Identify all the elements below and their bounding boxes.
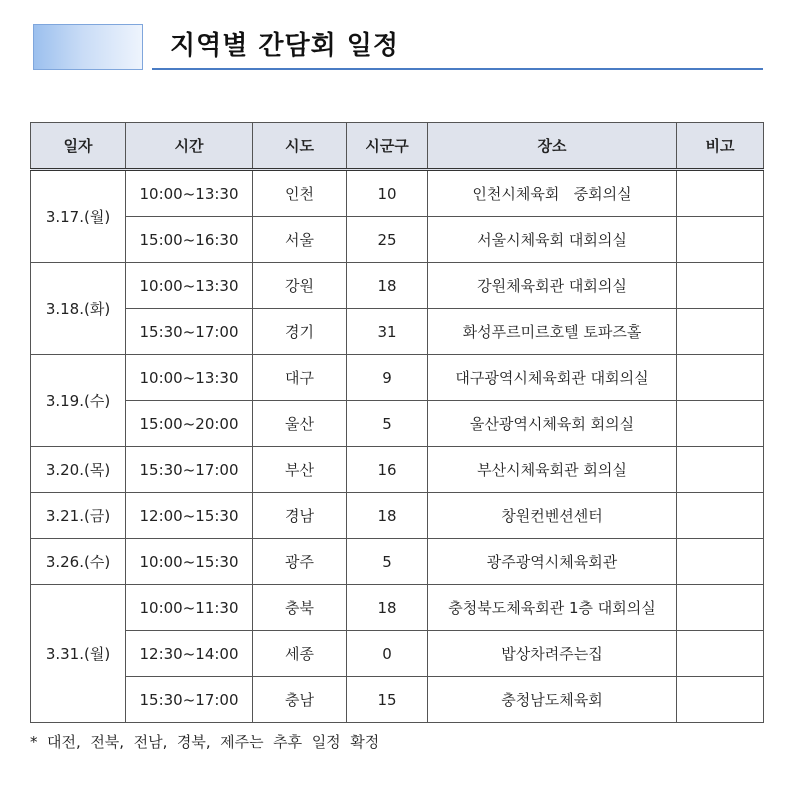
- table-row: [31, 493, 764, 539]
- date-cell: 3.17.(월): [31, 170, 126, 263]
- schedule-table: [30, 122, 764, 723]
- district-count-cell: 18: [347, 585, 428, 631]
- date-cell: 3.21.(금): [31, 493, 126, 539]
- date-cell: 3.20.(목): [31, 447, 126, 493]
- time-cell: 10:00~11:30: [126, 585, 253, 631]
- note-cell: [677, 263, 764, 309]
- venue-cell: 광주광역시체육회관: [428, 539, 677, 585]
- table-row: [31, 170, 764, 217]
- venue-cell: 강원체육회관 대회의실: [428, 263, 677, 309]
- header-district-count: 시군구: [347, 123, 428, 170]
- table-row: [31, 401, 764, 447]
- table-row: [31, 585, 764, 631]
- time-cell: 10:00~13:30: [126, 263, 253, 309]
- district-count-cell: 18: [347, 493, 428, 539]
- venue-cell: 울산광역시체육회 회의실: [428, 401, 677, 447]
- district-count-cell: 9: [347, 355, 428, 401]
- province-cell: 울산: [253, 401, 347, 447]
- time-cell: 15:30~17:00: [126, 677, 253, 723]
- venue-cell: 서울시체육회 대회의실: [428, 217, 677, 263]
- table-row: [31, 447, 764, 493]
- venue-cell: 밥상차려주는집: [428, 631, 677, 677]
- district-count-cell: 15: [347, 677, 428, 723]
- time-cell: 15:00~20:00: [126, 401, 253, 447]
- note-cell: [677, 585, 764, 631]
- note-cell: [677, 539, 764, 585]
- table-row: [31, 631, 764, 677]
- table-row: [31, 263, 764, 309]
- venue-cell: 충청남도체육회: [428, 677, 677, 723]
- time-cell: 10:00~13:30: [126, 355, 253, 401]
- note-cell: [677, 401, 764, 447]
- table-row: [31, 217, 764, 263]
- table-row: [31, 309, 764, 355]
- date-cell: 3.26.(수): [31, 539, 126, 585]
- header-province: 시도: [253, 123, 347, 170]
- province-cell: 경기: [253, 309, 347, 355]
- title-underline: [152, 68, 763, 70]
- page-title: 지역별 간담회 일정: [170, 31, 400, 61]
- district-count-cell: 0: [347, 631, 428, 677]
- district-count-cell: 31: [347, 309, 428, 355]
- header-date: 일자: [31, 123, 126, 170]
- header-note: 비고: [677, 123, 764, 170]
- province-cell: 부산: [253, 447, 347, 493]
- province-cell: 충북: [253, 585, 347, 631]
- province-cell: 인천: [253, 170, 347, 217]
- time-cell: 10:00~15:30: [126, 539, 253, 585]
- time-cell: 15:30~17:00: [126, 309, 253, 355]
- note-cell: [677, 309, 764, 355]
- venue-cell: 대구광역시체육회관 대회의실: [428, 355, 677, 401]
- district-count-cell: 16: [347, 447, 428, 493]
- province-cell: 충남: [253, 677, 347, 723]
- province-cell: 경남: [253, 493, 347, 539]
- province-cell: 세종: [253, 631, 347, 677]
- district-count-cell: 18: [347, 263, 428, 309]
- district-count-cell: 5: [347, 539, 428, 585]
- province-cell: 광주: [253, 539, 347, 585]
- note-cell: [677, 355, 764, 401]
- header-venue: 장소: [428, 123, 677, 170]
- note-cell: [677, 447, 764, 493]
- venue-cell: 부산시체육회관 회의실: [428, 447, 677, 493]
- table-row: [31, 355, 764, 401]
- title-decor-box: [33, 24, 143, 70]
- date-cell: 3.18.(화): [31, 263, 126, 355]
- date-cell: 3.19.(수): [31, 355, 126, 447]
- time-cell: 12:00~15:30: [126, 493, 253, 539]
- footnote: * 대전, 전북, 전남, 경북, 제주는 추후 일정 확정: [30, 733, 380, 751]
- note-cell: [677, 217, 764, 263]
- note-cell: [677, 631, 764, 677]
- district-count-cell: 25: [347, 217, 428, 263]
- venue-cell: 인천시체육회 중회의실: [428, 170, 677, 217]
- table-row: [31, 539, 764, 585]
- province-cell: 대구: [253, 355, 347, 401]
- time-cell: 12:30~14:00: [126, 631, 253, 677]
- time-cell: 15:00~16:30: [126, 217, 253, 263]
- time-cell: 15:30~17:00: [126, 447, 253, 493]
- date-cell: 3.31.(월): [31, 585, 126, 723]
- province-cell: 강원: [253, 263, 347, 309]
- header-time: 시간: [126, 123, 253, 170]
- note-cell: [677, 170, 764, 217]
- district-count-cell: 10: [347, 170, 428, 217]
- district-count-cell: 5: [347, 401, 428, 447]
- venue-cell: 창원컨벤션센터: [428, 493, 677, 539]
- venue-cell: 화성푸르미르호텔 토파즈홀: [428, 309, 677, 355]
- venue-cell: 충청북도체육회관 1층 대회의실: [428, 585, 677, 631]
- table-header-row: [31, 123, 764, 170]
- province-cell: 서울: [253, 217, 347, 263]
- note-cell: [677, 493, 764, 539]
- time-cell: 10:00~13:30: [126, 170, 253, 217]
- table-row: [31, 677, 764, 723]
- note-cell: [677, 677, 764, 723]
